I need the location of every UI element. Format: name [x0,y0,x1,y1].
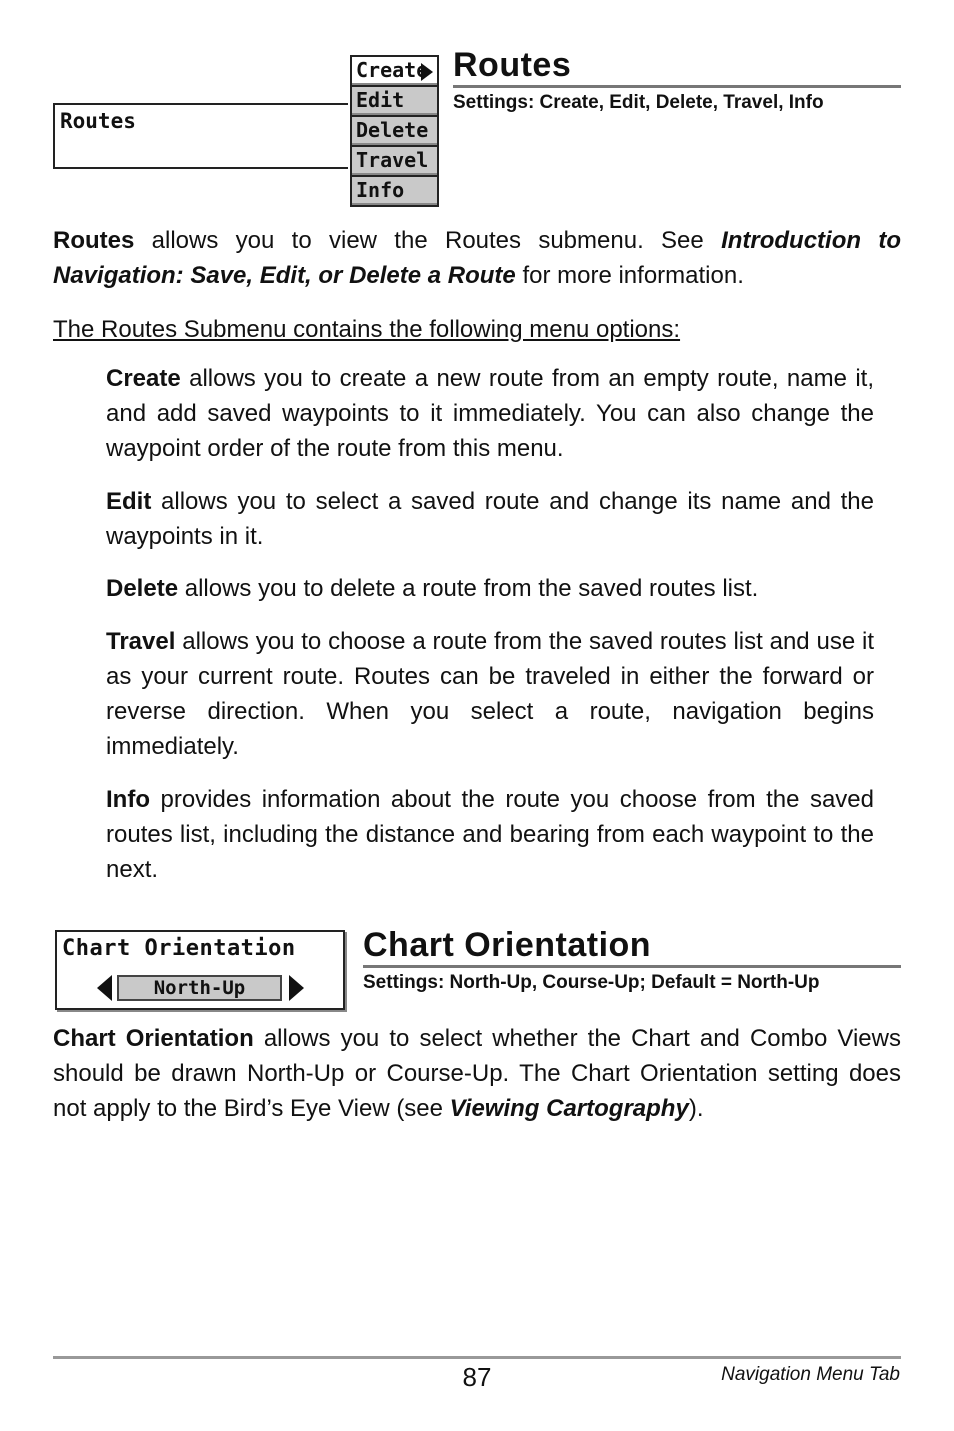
chart-orientation-ref[interactable]: Viewing Cartography [449,1095,689,1122]
routes-intro [53,223,901,293]
chart-orientation-heading [363,926,901,994]
option-delete [106,571,874,606]
submenu-item-travel[interactable] [350,147,439,177]
option-create [106,361,874,466]
option-edit [106,484,874,554]
option-text: allows you to delete a route from the saved routes list. [178,575,759,602]
submenu-item-edit[interactable] [350,87,439,117]
chart-orientation-text2: ). [688,1095,704,1122]
option-travel [106,624,874,764]
arrow-left-icon[interactable] [97,975,112,1001]
arrow-right-icon[interactable] [289,975,304,1001]
footer-section-name: Navigation Menu Tab [721,1364,900,1385]
option-info [106,782,874,887]
routes-intro-ref[interactable]: Introduction to Navigation: Save, Edit, or Delete a Route [53,227,901,289]
chart-orientation-value: North-Up [117,975,282,1001]
option-term: Edit [106,488,152,515]
option-text: allows you to select a saved route and change its name and the waypoints in it. [106,488,874,550]
routes-heading [453,46,901,114]
option-text: allows you to choose a route from the saved routes list and use it as your current route. Routes can be traveled in either the forward or reverse direction. When you select a route, navigation begins immediately. [106,628,874,760]
submenu-item-label: Info [356,178,405,202]
option-term: Create [106,365,181,392]
arrow-right-icon [421,63,433,81]
submenu-item-label: Create [356,58,429,82]
page-number: 87 [462,1362,492,1392]
chart-orientation-title: Chart Orientation [363,926,652,964]
routes-menu-label: Routes [60,109,136,133]
routes-settings: Settings: Create, Edit, Delete, Travel, Info [453,92,824,113]
submenu-item-label: Delete [356,118,429,142]
option-term: Travel [106,628,176,655]
routes-intro-term: Routes [53,227,135,254]
option-term: Info [106,786,150,813]
routes-intro-text1: allows you to view the Routes submenu. See [134,227,722,254]
option-term: Delete [106,575,179,602]
submenu-item-delete[interactable] [350,117,439,147]
option-text: provides information about the route you choose from the saved routes list, including the distance and bearing from each waypoint to the next. [106,786,874,883]
routes-submenu [350,55,439,207]
option-text: allows you to create a new route from an empty route, name it, and add saved waypoints to it immediately. You can also change the waypoint order of the route from this menu. [106,365,874,462]
routes-intro-text2: for more information. [515,262,744,289]
chart-orientation-term: Chart Orientation [53,1025,254,1052]
submenu-item-info[interactable] [350,177,439,207]
routes-menu-box[interactable] [53,103,348,169]
chart-orientation-body [53,1021,901,1126]
submenu-item-label: Edit [356,88,405,112]
routes-title: Routes [453,46,572,84]
chart-orientation-widget[interactable] [55,930,345,1010]
routes-submenu-lead: The Routes Submenu contains the following menu options: [53,316,681,343]
chart-orientation-label: Chart Orientation [62,936,296,961]
routes-title-rule [453,85,901,88]
footer-rule [53,1356,901,1359]
chart-orientation-text1: allows you to select whether the Chart and Combo Views should be drawn North-Up or Course-Up. The Chart Orientation setting does not apply to the Bird’s Eye View (see [53,1025,901,1122]
chart-orientation-title-rule [363,965,901,968]
submenu-item-label: Travel [356,148,429,172]
chart-orientation-settings: Settings: North-Up, Course-Up; Default = North-Up [363,972,820,993]
submenu-item-create[interactable] [350,55,439,87]
